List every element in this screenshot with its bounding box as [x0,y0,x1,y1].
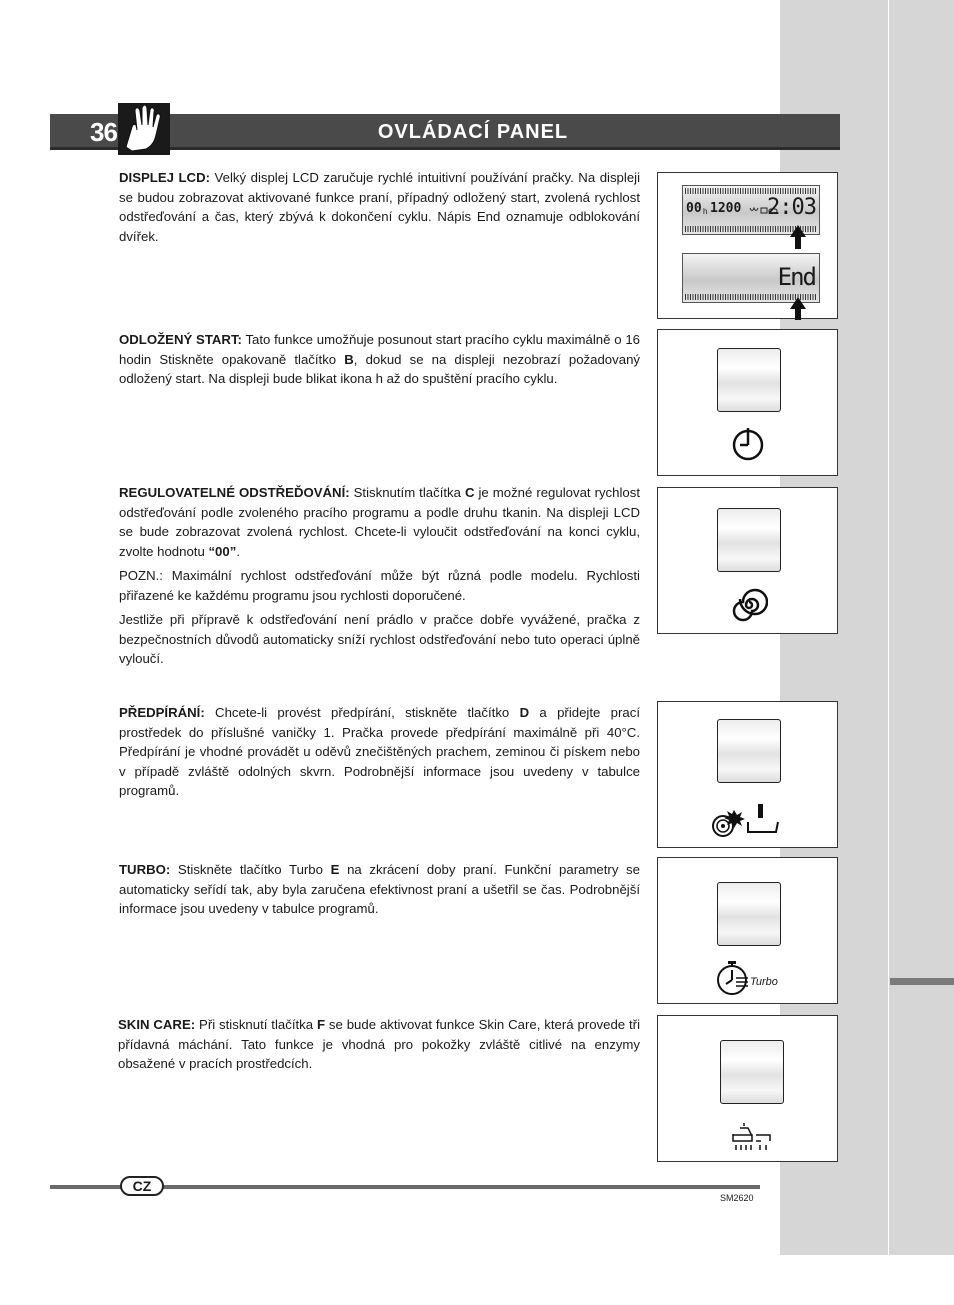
section-prewash-label: PŘEDPÍRÁNÍ: [119,705,205,720]
section-spin-label: REGULOVATELNÉ ODSTŘEĎOVÁNÍ: [119,485,350,500]
prewash-panel [657,701,838,848]
lcd-end-text: End [777,263,815,291]
side-tab-marker [890,978,954,985]
section-skin [118,1015,640,1074]
section-spin [119,483,640,561]
lcd-time: 2:03 [767,195,816,220]
spin-panel [657,487,838,634]
section-turbo [119,860,640,919]
hand-icon [118,103,170,155]
skin-care-panel [657,1015,838,1162]
lcd-screen-end [682,253,820,303]
key-d: D [519,705,530,720]
section-spin-text-3: . [236,543,240,559]
turbo-stopwatch-icon [714,958,754,998]
turbo-panel [657,857,838,1004]
prewash-button[interactable] [717,719,781,783]
section-skin-text-2: se bude aktivovat funkce Skin Care, která provede tři přídavná máchání. Tato funkce je vhodná pro pokožky zvláště citlivé na enzymy obsažené v pracích prostředcích. [118,1017,640,1071]
delay-panel [657,329,838,476]
section-turbo-label: TURBO: [119,862,171,877]
section-skin-text: Při stisknutí tlačítka [195,1017,317,1032]
side-divider [888,0,889,1255]
turbo-button[interactable] [717,882,781,946]
prewash-icon [710,802,782,840]
spin-button[interactable] [717,508,781,572]
section-delay-text-2: , dokud se na displeji nezobrazí požadovaný odložený start. Na displeji bude blikat ikona h až do spuštění pracího cyklu. [119,351,640,386]
lcd-hours-unit: h [703,207,708,216]
lcd-panel [657,172,838,319]
section-lcd-label: DISPLEJ LCD: [119,170,211,185]
section-turbo-text-2: na zkrácení doby praní. Funkční parametry se automaticky seřídí tak, aby byla zaručena efektivnost praní a ušetřil se čas. Podrobnější informace jsou uvedeny v tabulce programů. [119,862,640,916]
section-lcd-text: Velký displej LCD zaručuje rychlé intuitivní používání pračky. Na displeji se budou zobrazovat aktivované funkce praní, případný odložený start, zvolená rychlost odstřeďování a čas, který zbývá k dokončení cyklu. Nápis End oznamuje odblokování dvířek. [119,170,641,244]
page-title: OVLÁDACÍ PANEL [377,121,569,143]
spin-spiral-icon [730,586,768,624]
section-lcd [119,168,640,246]
section-spin-text-2: je možné regulovat rychlost odstřeďování podle zvoleného pracího programu a podle druhu tkanin. Na displeji LCD se bude zobrazovat zvolená rychlost. Chcete-li vyloučit odstřeďování na konci cyklu, zvolte hodnotu [119,485,641,559]
section-spin-extra: Jestliže při přípravě k odstřeďování není prádlo v pračce dobře vyvážené, pračka z bezpečnostních důvodů automaticky sníží rychlost odstřeďování nebo tuto operaci úplně vyloučí. [119,612,640,666]
skin-care-button[interactable] [720,1040,784,1104]
section-spin-note: POZN.: Maximální rychlost odstřeďování může být různá podle modelu. Rychlosti přiřazené ke každému programu jsou rychlosti doporučené. [119,568,640,603]
lcd-speed: 1200 [710,201,742,216]
section-spin-text: Stisknutím tlačítka [349,485,465,500]
section-delay-text: Tato funkce umožňuje posunout start pracího cyklu maximálně o 16 hodin Stiskněte opakovaně tlačítko [119,332,640,367]
key-e: E [330,862,340,877]
key-b: B [344,351,354,367]
section-turbo-text: Stiskněte tlačítko Turbo [170,862,331,877]
arrow-up-icon [788,297,808,320]
lcd-hours: 00 [686,201,702,216]
language-badge: CZ [120,1176,164,1196]
section-prewash-text-2: a přidejte prací prostředek do příslušné vaničky 1. Pračka provede předpírání maximálně při 40°C. Předpírání je vhodné provádět u oděvů znečištěných prachem, zeminou či pískem nebo v případě zvláště odolných skvrn. Podrobnější informace jsou uvedeny v tabulce programů. [119,705,640,798]
section-delay [119,330,640,389]
key-c: C [464,485,475,500]
section-delay-label: ODLOŽENÝ START: [119,332,242,347]
section-skin-label: SKIN CARE: [118,1017,196,1032]
delay-start-button[interactable] [717,348,781,412]
clock-icon [731,427,765,461]
section-prewash [119,703,640,801]
key-f: F [316,1017,326,1032]
turbo-icon-label: Turbo [750,976,778,988]
arrow-up-icon [788,225,808,249]
document-code: SM2620 [720,1193,754,1203]
page-number: 36 [90,117,117,147]
rinse-icon [730,1122,774,1152]
section-prewash-text: Chcete-li provést předpírání, stiskněte tlačítko [204,705,520,720]
spin-value: “00” [208,543,237,559]
